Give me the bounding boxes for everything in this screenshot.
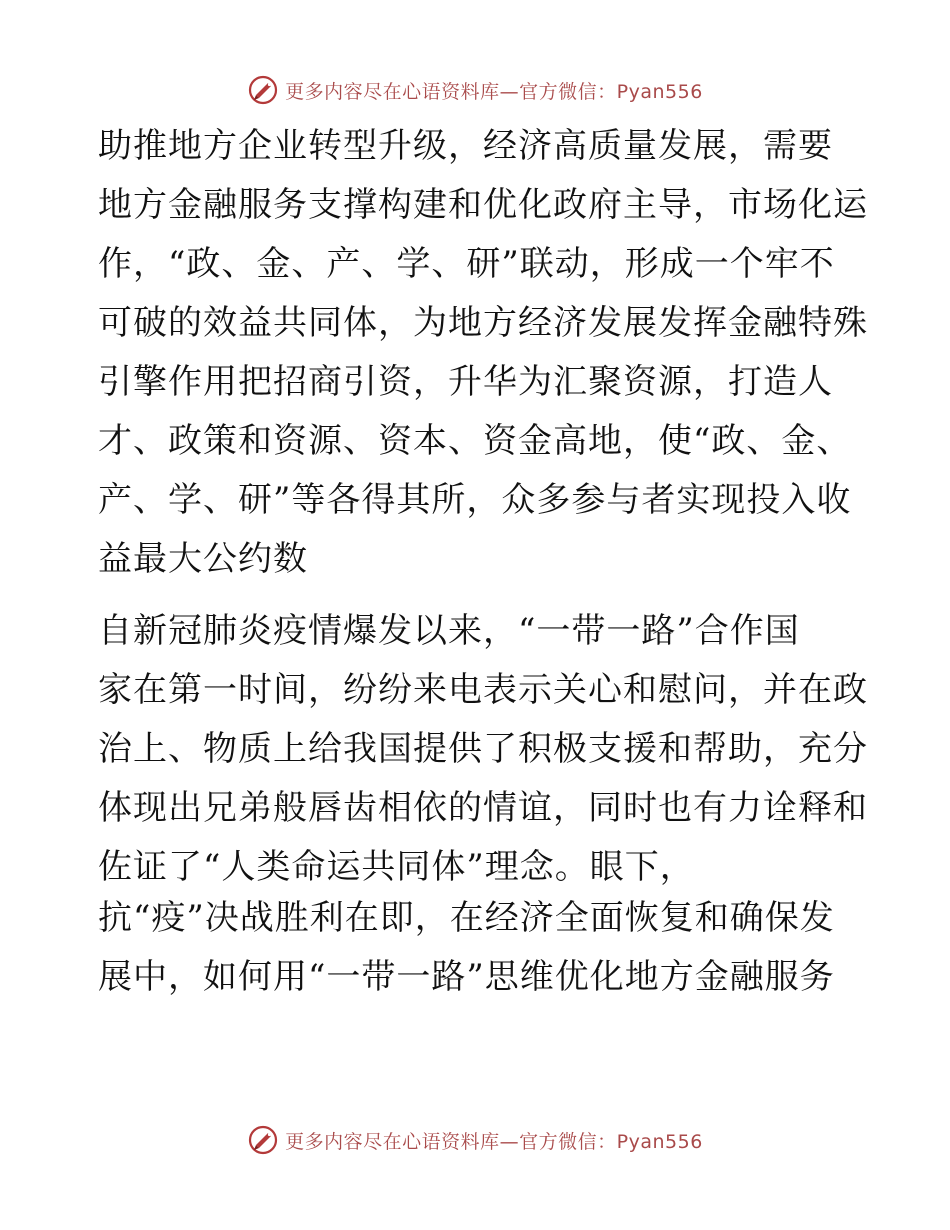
text-line: 益最大公约数 — [98, 539, 308, 579]
footer-banner — [0, 1123, 950, 1157]
header-banner — [0, 73, 950, 107]
brand-logo-icon — [247, 74, 279, 106]
text-line: 作，“政、金、产、学、研”联动，形成一个牢不 — [98, 244, 835, 284]
text-line: 自新冠肺炎疫情爆发以来，“一带一路”合作国 — [98, 611, 800, 651]
header-banner-text: 更多内容尽在心语资料库—官方微信：Pyan556 — [285, 80, 703, 103]
paragraph-1 — [98, 117, 868, 589]
footer-banner-text: 更多内容尽在心语资料库—官方微信：Pyan556 — [285, 1130, 703, 1153]
paragraph-2 — [98, 602, 868, 1007]
text-line: 产、学、研”等各得其所，众多参与者实现投入收 — [98, 480, 852, 520]
text-line: 引擎作用把招商引资，升华为汇聚资源，打造人 — [98, 362, 833, 402]
text-line: 佐证了“人类命运共同体”理念。眼下， — [98, 847, 695, 887]
text-line: 抗“疫”决战胜利在即，在经济全面恢复和确保发 — [98, 898, 835, 938]
text-line: 可破的效益共同体，为地方经济发展发挥金融特殊 — [98, 303, 868, 343]
text-line: 体现出兄弟般唇齿相依的情谊，同时也有力诠释和 — [98, 788, 868, 828]
text-line: 家在第一时间，纷纷来电表示关心和慰问，并在政 — [98, 670, 868, 710]
text-line: 才、政策和资源、资本、资金高地，使“政、金、 — [98, 421, 852, 461]
brand-logo-icon — [247, 1124, 279, 1156]
text-line: 治上、物质上给我国提供了积极支援和帮助，充分 — [98, 729, 868, 769]
text-line: 助推地方企业转型升级，经济高质量发展，需要 — [98, 126, 833, 166]
text-line: 展中，如何用“一带一路”思维优化地方金融服务 — [98, 957, 835, 997]
text-line: 地方金融服务支撑构建和优化政府主导，市场化运 — [98, 185, 868, 225]
